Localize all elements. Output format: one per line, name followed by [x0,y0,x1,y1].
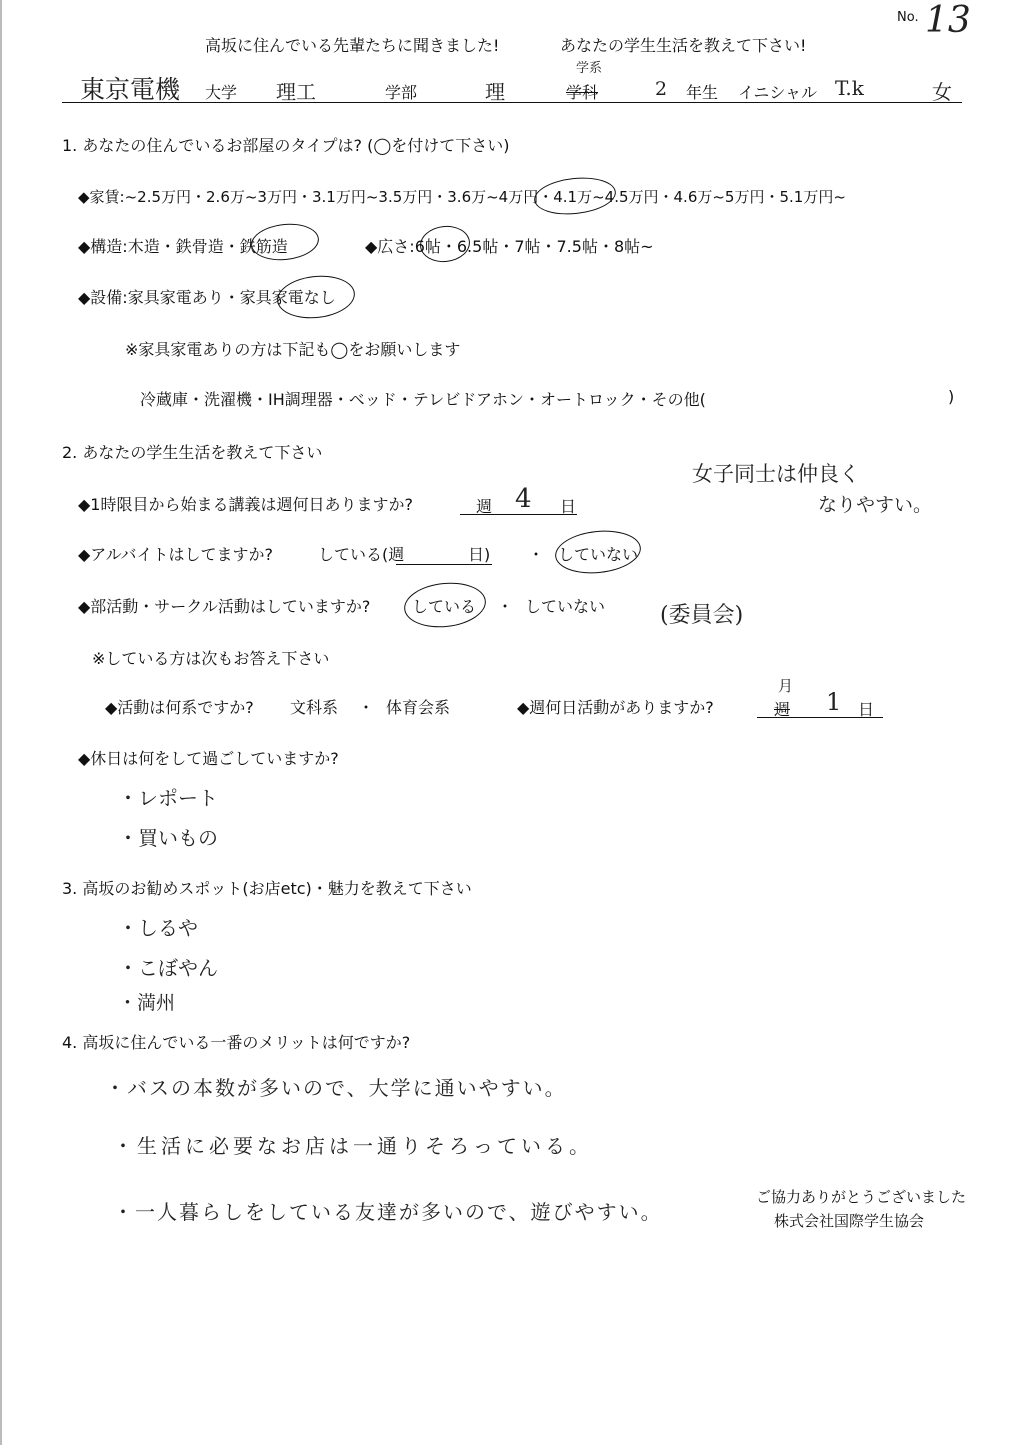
first-period-underline [460,514,577,515]
size-selection-circle [418,223,471,264]
q3-answer-1: ・しるや [118,916,198,940]
parttime-option-yes-end: 日) [468,545,491,564]
q1-size-options: ◆広さ:6帖・6.5帖・7帖・7.5帖・8帖~ [365,237,654,256]
doc-number-label: No. [897,10,919,25]
gender-value: 女 [932,80,952,104]
scan-edge [0,0,2,1445]
header-left: 高坂に住んでいる先輩たちに聞きました! [205,36,500,55]
q4-answer-2: ・生活に必要なお店は一通りそろっている。 [113,1134,593,1158]
club-separator: ・ [497,597,514,616]
year-value: 2 [655,78,668,100]
footer-thanks: ご協力ありがとうございました [756,1188,967,1206]
footer-company: 株式会社国際学生協会 [774,1212,925,1230]
club-type-question: ◆活動は何系ですか? [105,698,254,717]
profile-underline [62,102,962,103]
initial-label: イニシャル [738,83,818,102]
q1-note: ※家具家電ありの方は下記も◯をお願いします [125,340,461,359]
parttime-selection-circle [553,527,643,578]
holiday-answer-1: ・レポート [118,786,218,810]
q3-answer-2: ・こぼやん [118,956,218,980]
parttime-option-yes: している(週 [318,545,405,564]
club-selection-circle [402,579,488,631]
doc-number-value: 13 [925,0,971,41]
club-option-no: していない [525,597,606,616]
q2-holiday-question: ◆休日は何をして過ごしていますか? [78,749,339,768]
q4-answer-1: ・バスの本数が多いので、大学に通いやすい。 [105,1076,567,1100]
q4-title: 4. 高坂に住んでいる一番のメリットは何ですか? [62,1033,411,1052]
q2-side-note-line2: なりやすい。 [818,494,933,516]
header-right: あなたの学生生活を教えて下さい! [560,36,807,55]
dept-correction: 学系 [576,61,603,76]
first-period-prefix: 週 [476,497,493,516]
first-period-suffix: 日 [560,497,577,516]
year-label: 年生 [686,83,719,102]
q1-rent-options: ◆家賃:~2.5万円・2.6万~3万円・3.1万円~3.5万円・3.6万~4万円・4.1万~4.5万円・4.6万~5万円・5.1万円~ [78,188,846,206]
club-days-question: ◆週何日活動がありますか? [517,698,714,717]
club-days-prefix: 週 [774,700,791,719]
faculty-label: 学部 [385,83,418,102]
q2-first-period-question: ◆1時限目から始まる講義は週何日ありますか? [78,495,413,514]
q4-answer-3: ・一人暮らしをしている友達が多いので、遊びやすい。 [113,1200,663,1224]
q3-title: 3. 高坂のお勧めスポット(お店etc)・魅力を教えて下さい [62,879,472,898]
parttime-option-no: していない [558,545,639,564]
club-days-value: 1 [826,688,842,716]
parttime-separator: ・ [528,545,545,564]
holiday-answer-2: ・買いもの [118,826,218,850]
club-days-suffix: 日 [858,700,875,719]
club-followup-note: ※している方は次もお答え下さい [92,649,330,668]
structure-selection-circle [249,221,320,264]
q1-facility-options: ◆設備:家具家電あり・家具家電なし [78,288,336,307]
q3-answer-3: ・満州 [118,992,176,1014]
q1-appliances: 冷蔵庫・洗濯機・IH調理器・ベッド・テレビドアホン・オートロック・その他( [140,390,706,409]
first-period-value: 4 [515,484,532,514]
faculty-value: 理工 [276,80,316,104]
q1-structure-options: ◆構造:木造・鉄骨造・鉄筋造 [78,237,288,256]
parttime-days-underline [396,564,492,565]
club-type-option-culture: 文科系 [290,698,339,717]
q2-parttime-question: ◆アルバイトはしてますか? [78,545,274,564]
university-label: 大学 [205,83,238,102]
club-option-yes: している [412,597,477,616]
initial-value: T.k [835,76,864,100]
club-type-option-sports: 体育会系 [386,698,451,717]
club-days-correction: 月 [778,677,794,695]
q2-title: 2. あなたの学生生活を教えて下さい [62,443,323,462]
q1-title: 1. あなたの住んでいるお部屋のタイプは? (◯を付けて下さい) [62,136,510,155]
facility-selection-circle [275,272,357,322]
q2-side-note-line1: 女子同士は仲良く [692,462,860,486]
club-days-underline [757,717,883,718]
q1-appliances-close: ) [948,387,955,406]
dept-value: 理 [485,80,505,104]
club-type-separator: ・ [358,698,375,717]
university-value: 東京電機 [80,75,181,104]
rent-selection-circle [532,174,617,218]
dept-label: 学科 [566,83,599,102]
club-handwritten-note: (委員会) [660,603,744,628]
q2-club-question: ◆部活動・サークル活動はしていますか? [78,597,371,616]
